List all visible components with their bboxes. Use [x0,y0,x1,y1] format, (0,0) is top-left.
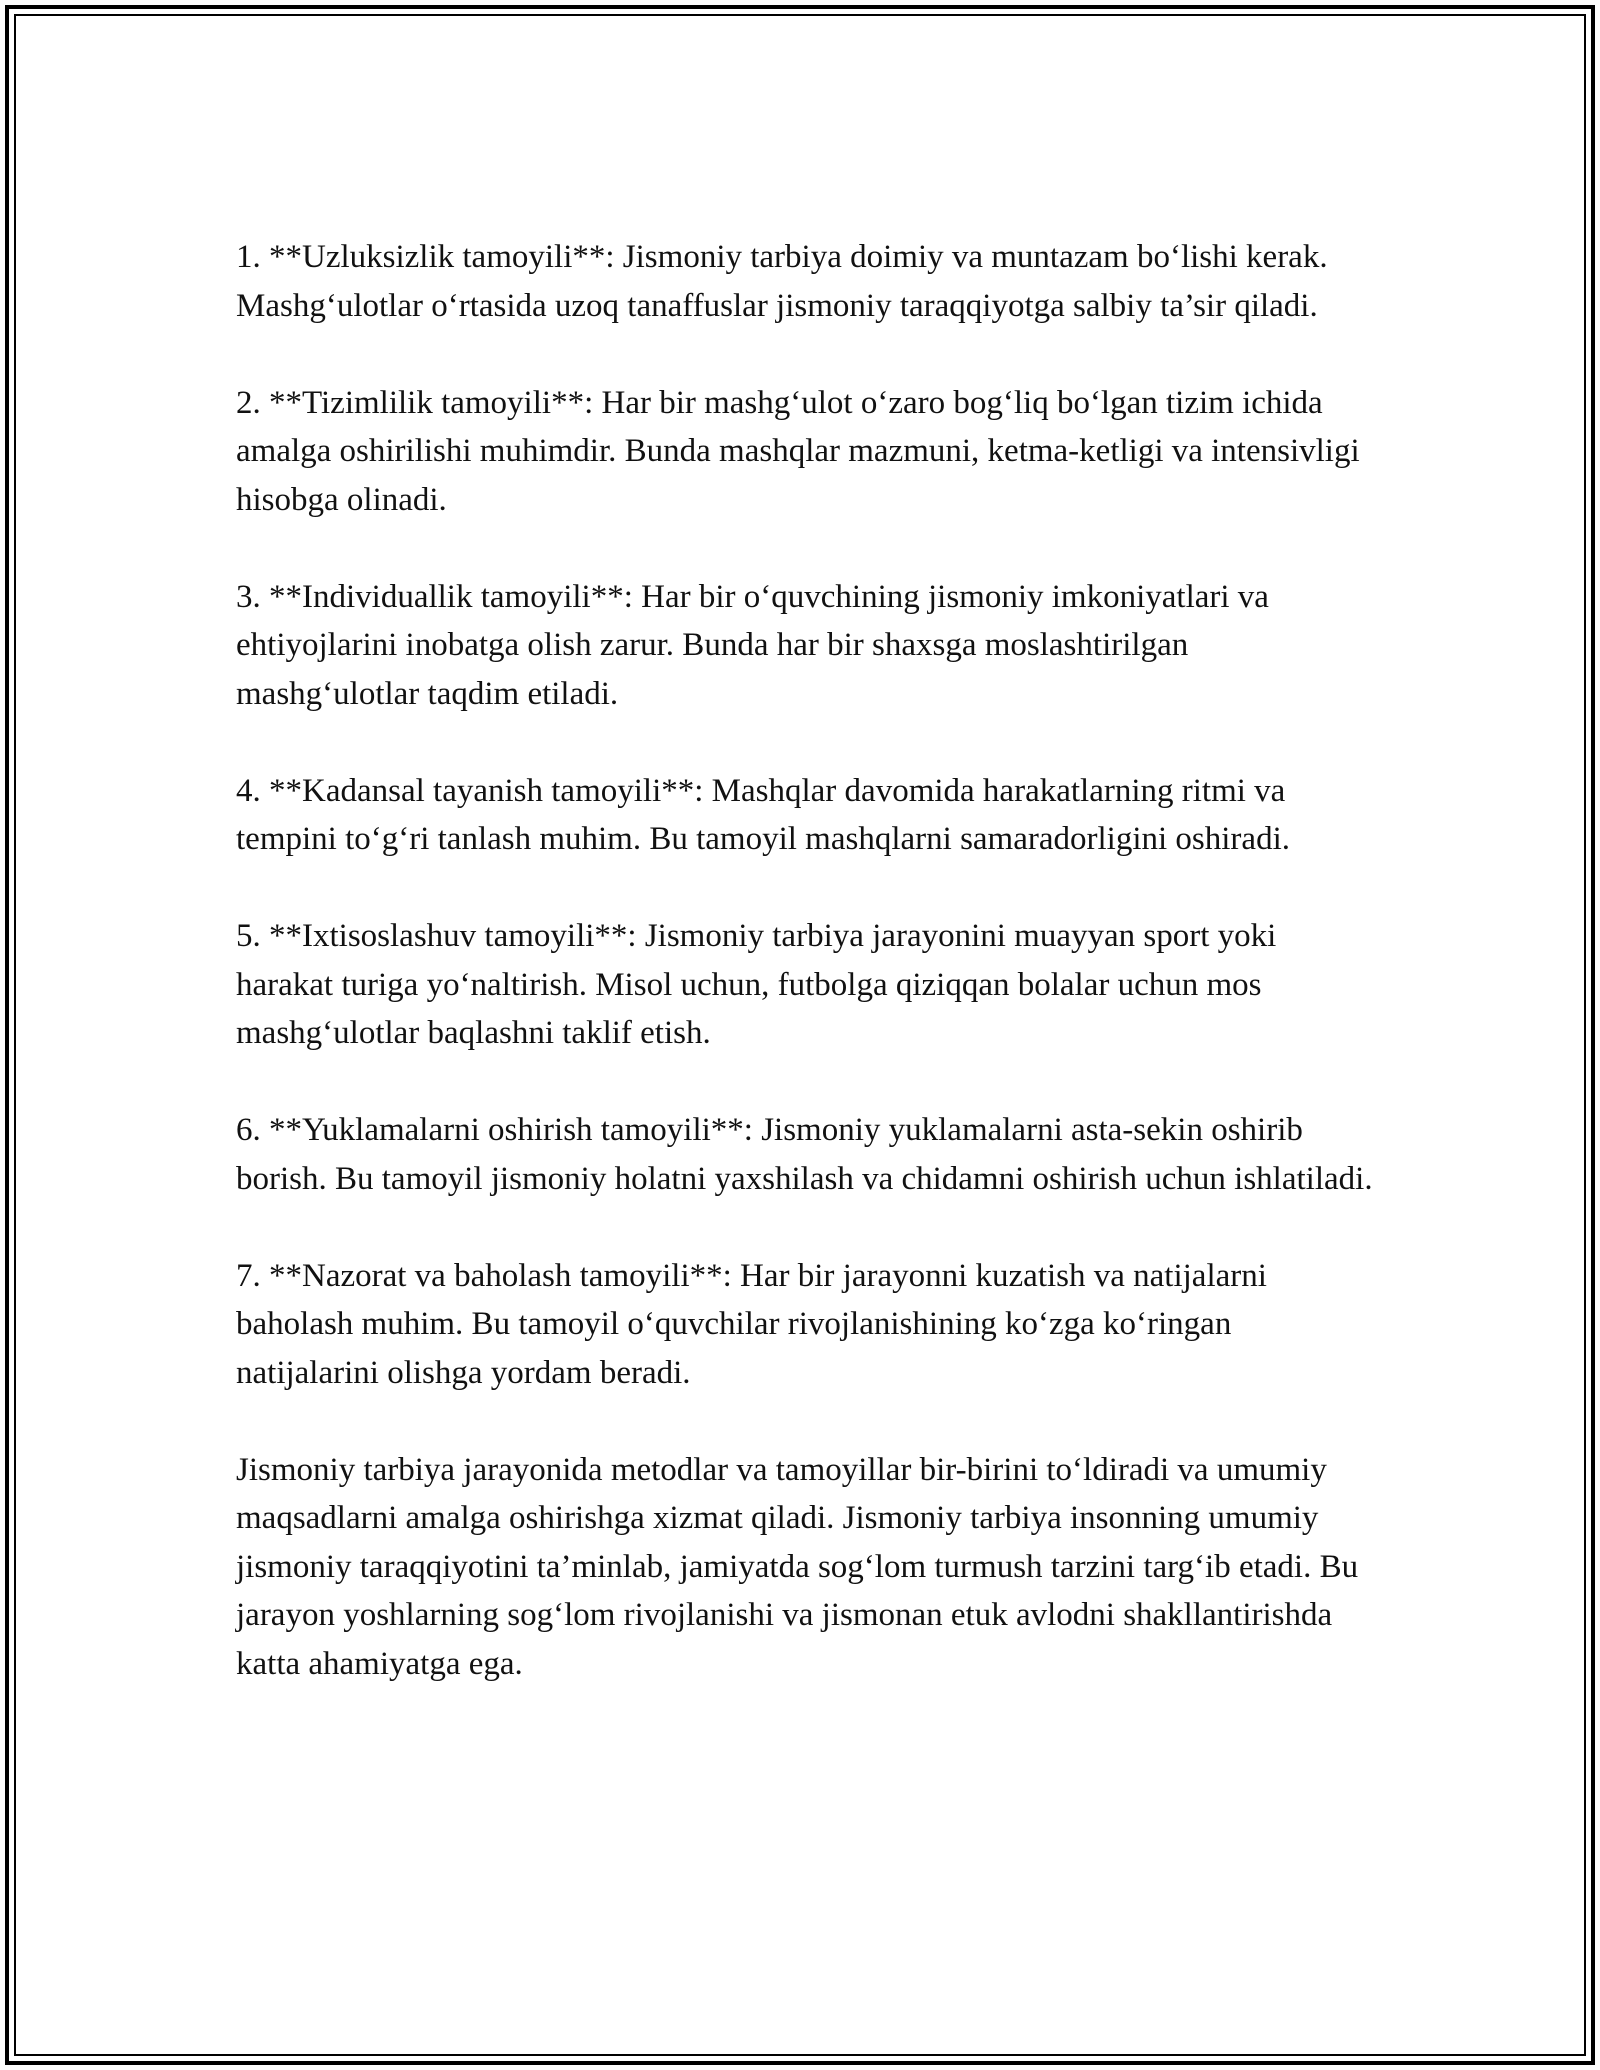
principle-paragraph-5: 5. **Ixtisoslashuv tamoyili**: Jismoniy tarbiya jarayonini muayyan sport yoki harakat turiga yo‘naltirish. Misol uchun, futbolga qiziqqan bolalar uchun mos mashg‘ulotlar baqlashni taklif etish. [236,918,1277,1051]
principle-paragraph-2: 2. **Tizimlilik tamoyili**: Har bir mashg‘ulot o‘zaro bog‘liq bo‘lgan tizim ichida amalga oshirilishi muhimdir. Bunda mashqlar mazmuni, ketma-ketligi va intensivligi hisobga olinadi. [236,384,1360,518]
principle-paragraph-4: 4. **Kadansal tayanish tamoyili**: Mashqlar davomida harakatlarning ritmi va tempini to‘g‘ri tanlash muhim. Bu tamoyil mashqlarni samaradorligini oshiradi. [236,772,1290,857]
principle-paragraph-3: 3. **Individuallik tamoyili**: Har bir o‘quvchining jismoniy imkoniyatlari va ehtiyojlarini inobatga olish zarur. Bunda har bir shaxsga moslashtirilgan mashg‘ulotlar taqdim etiladi. [236,578,1269,712]
conclusion-paragraph: Jismoniy tarbiya jarayonida metodlar va tamoyillar bir-birini to‘ldiradi va umumiy maqsadlarni amalga oshirishga xizmat qiladi. Jismoniy tarbiya insonning umumiy jismoniy taraqqiyotini ta’minlab, jamiyatda sog‘lom turmush tarzini targ‘ib etadi. Bu jarayon yoshlarning sog‘lom rivojlanishi va jismonan etuk avlodni shakllantirishda katta ahamiyatga ega. [236,1451,1359,1682]
principle-paragraph-1: 1. **Uzluksizlik tamoyili**: Jismoniy tarbiya doimiy va muntazam bo‘lishi kerak. Mashg‘ulotlar o‘rtasida uzoq tanaffuslar jismoniy taraqqiyotga salbiy ta’sir qiladi. [236,239,1328,324]
principle-paragraph-7: 7. **Nazorat va baholash tamoyili**: Har bir jarayonni kuzatish va natijalarni baholash muhim. Bu tamoyil o‘quvchilar rivojlanishining ko‘zga ko‘ringan natijalarini olishga yordam beradi. [236,1257,1267,1391]
principle-paragraph-6: 6. **Yuklamalarni oshirish tamoyili**: Jismoniy yuklamalarni asta-sekin oshirib borish. Bu tamoyil jismoniy holatni yaxshilash va chidamni oshirish uchun ishlatiladi. [236,1112,1373,1197]
document-body [236,233,1376,1737]
